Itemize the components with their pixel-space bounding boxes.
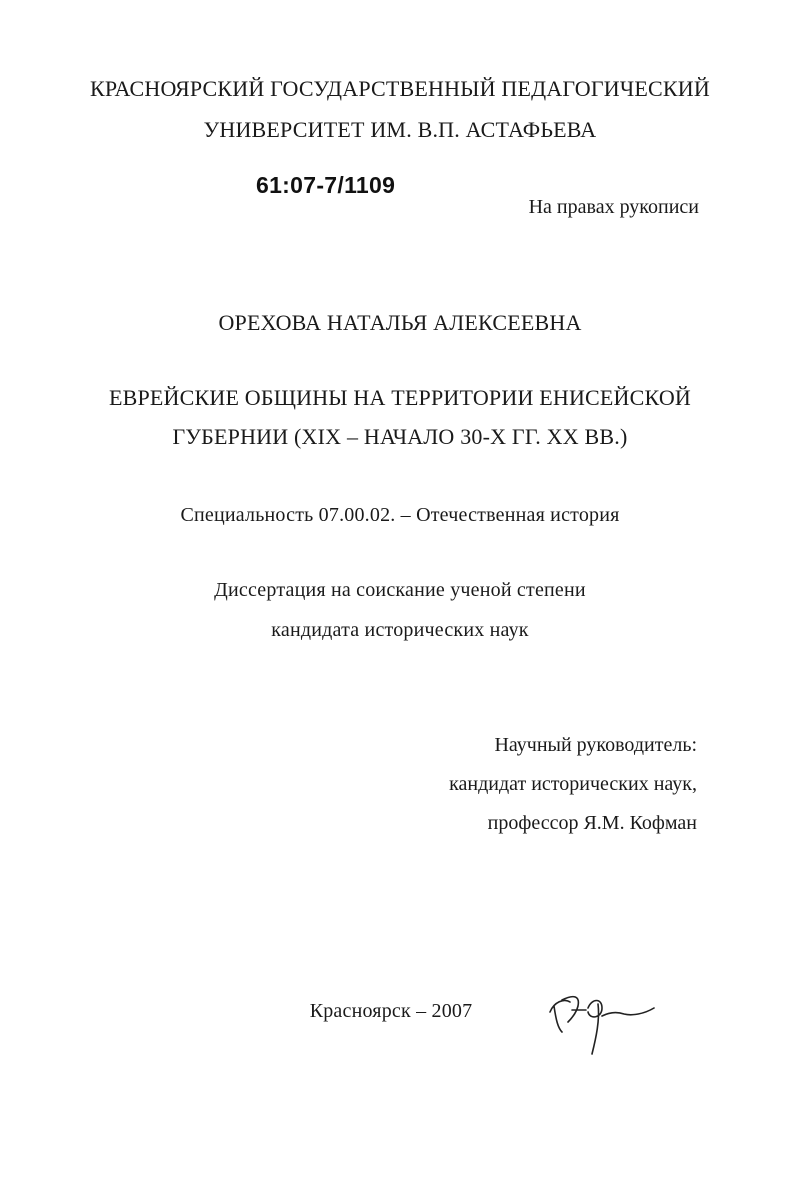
specialty-line: Специальность 07.00.02. – Отечественная история — [180, 504, 620, 526]
dissertation-line-1: Диссертация на соискание ученой степени — [214, 579, 586, 601]
handwritten-signature-icon — [540, 990, 660, 1060]
city-year: Красноярск – 2007 — [309, 1000, 473, 1022]
supervisor-degree: кандидат исторических наук, — [449, 773, 697, 795]
university-name-line-1: КРАСНОЯРСКИЙ ГОСУДАРСТВЕННЫЙ ПЕДАГОГИЧЕСКИЙ — [90, 76, 710, 101]
university-name-line-2: УНИВЕРСИТЕТ ИМ. В.П. АСТАФЬЕВА — [203, 117, 597, 142]
thesis-title-line-1: ЕВРЕЙСКИЕ ОБЩИНЫ НА ТЕРРИТОРИИ ЕНИСЕЙСКОЙ — [108, 385, 692, 410]
supervisor-label: Научный руководитель: — [494, 734, 697, 756]
supervisor-name: профессор Я.М. Кофман — [487, 812, 697, 834]
dissertation-line-2: кандидата исторических наук — [271, 619, 529, 641]
author-name: ОРЕХОВА НАТАЛЬЯ АЛЕКСЕЕВНА — [218, 310, 582, 335]
rights-note: На правах рукописи — [528, 196, 699, 218]
registration-stamp-code: 61:07-7/1109 — [256, 172, 396, 198]
thesis-title-line-2: ГУБЕРНИИ (XIX – НАЧАЛО 30-Х ГГ. XX ВВ.) — [172, 424, 628, 449]
